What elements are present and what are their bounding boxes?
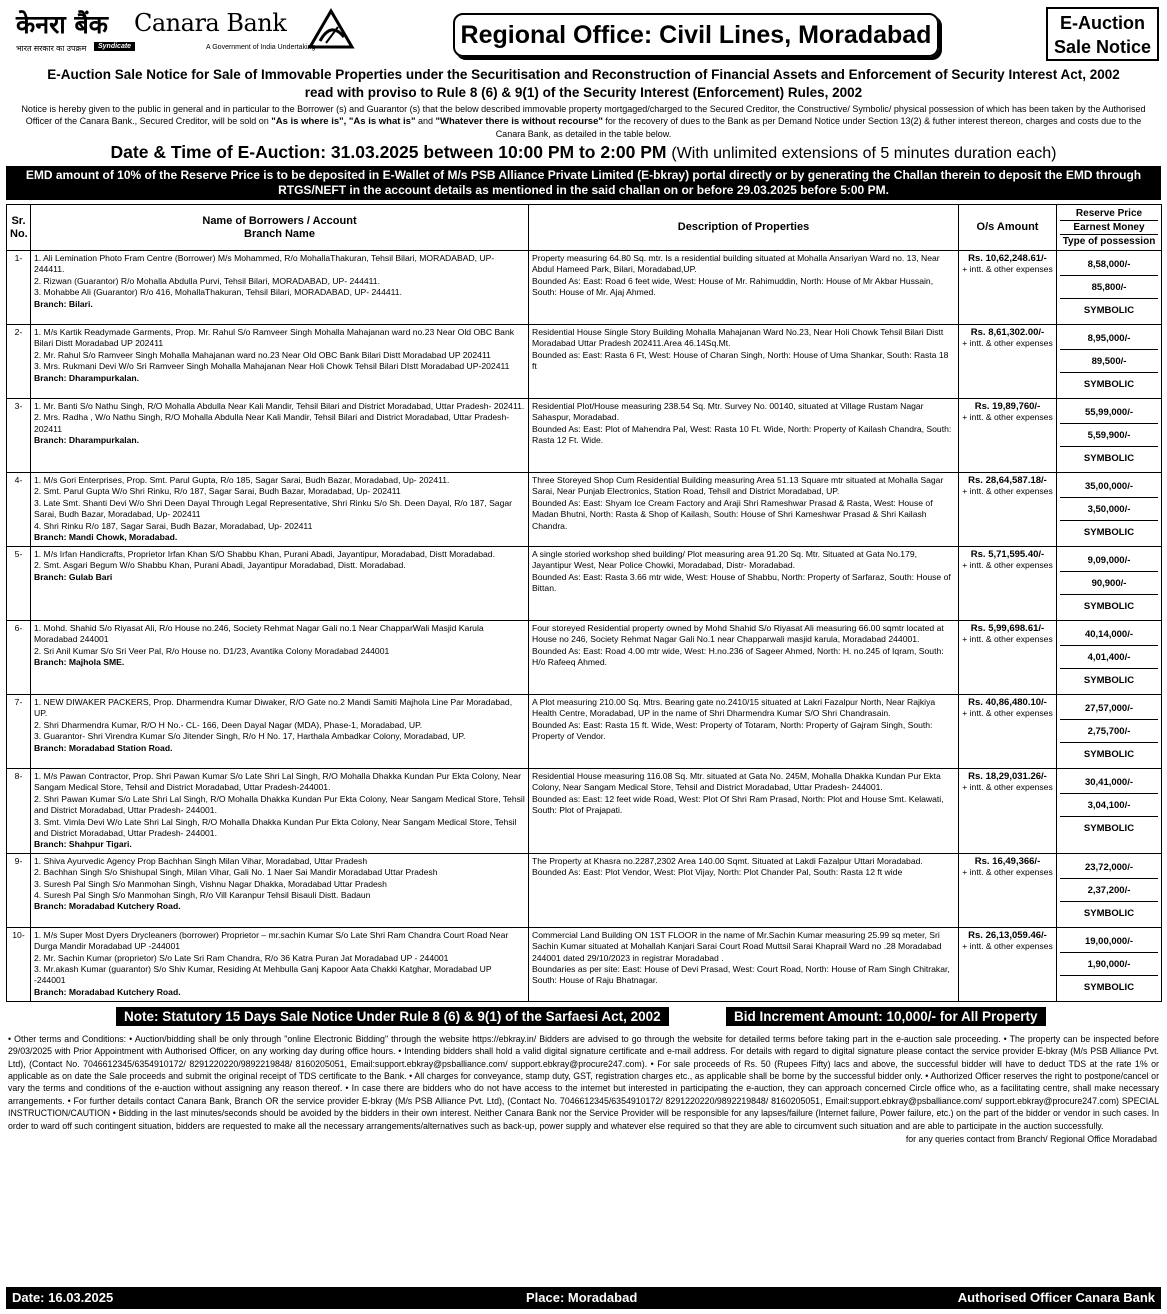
branch-name: Branch: Majhola SME. [34,657,125,668]
earnest-money: 1,90,000/- [1060,953,1158,976]
row-os-amount [959,769,1057,854]
branch-name: Branch: Mandi Chowk, Moradabad. [34,532,178,543]
row-os-amount [959,695,1057,769]
col-sr [7,205,31,251]
reserve-price: 9,09,000/- [1060,549,1158,572]
os-amount-extra: + intt. & other expenses [962,941,1053,952]
regional-office-title: Regional Office: Civil Lines, Moradabad [453,13,939,57]
emd-banner: EMD amount of 10% of the Reserve Price is to be deposited in E-Wallet of M/s PSB Alliance Private Limited (E-bkray) portal directly or by generating the Challan therein to deposit the EMD through RTGS/NEFT in the account details as mentioned in the said challan on or before 29.03.2025 before 5:00 PM. [6,166,1161,200]
earnest-money: 89,500/- [1060,350,1158,373]
col-borrowers [31,205,529,251]
borrower-line: 1. M/s Pawan Contractor, Prop. Shri Pawan Kumar S/o Late Shri Lal Singh, R/O Mohalla Dhakka Kundan Pur Ekta Colony, Near Sangam Medical Store, Tehsil and District Moradabad, Uttar Pradesh-244001. [34,771,522,793]
os-amount-extra: + intt. & other expenses [962,782,1053,793]
earnest-money: 4,01,400/- [1060,646,1158,669]
reserve-price: 8,58,000/- [1060,253,1158,276]
description-line: Bounded as: East: 12 feet wide Road, West: Plot Of Shri Ram Prasad, North: Plot and House Smt. Kelawati, South: Plot of Prajapati. [532,793,944,816]
e-auction-badge [1046,7,1159,61]
col-name-label-2: Branch Name [244,227,315,240]
auction-datetime [6,141,1161,165]
description-line: Residential House measuring 116.08 Sq. Mtr. situated at Gata No. 245M, Mohalla Dhakka Kundan Pur Ekta Colony, Near Sangam Medical Store, Tehsil and District Moradabad, Uttar Pradesh- 244001. [532,771,941,793]
description-line: Residential Plot/House measuring 238.54 Sq. Mtr. Survey No. 00140, situated at Village Rustam Nagar Sahaspur, Moradabad. [532,401,924,423]
reserve-cells [1060,475,1158,544]
logo-sub-english: A Government of India Undertaking [206,44,316,51]
description-line: Bounded as: East: Rasta 6 Ft, West: House of Charan Singh, North: House of Uma Shankar, South: Rasta 18 ft [532,349,949,372]
col-sr-label-1: Sr. [11,214,26,227]
notes-row [6,1005,1161,1033]
row-borrowers [31,853,529,927]
table-row [7,251,1162,325]
earnest-money: 2,75,700/- [1060,720,1158,743]
row-description [529,473,959,547]
query-contact: for any queries contact from Branch/ Regional Office Moradabad [905,1134,1157,1145]
row-sr: 1- [7,251,31,325]
table-row [7,399,1162,473]
row-os-amount [959,853,1057,927]
row-os-amount [959,473,1057,547]
borrower-line: 1. Mohd. Shahid S/o Riyasat Ali, R/o House no.246, Society Rehmat Nagar Gali no.1 Near ChapparWali Masjid Karula Moradabad 244001 [34,623,484,645]
borrower-line: 3. Guarantor- Shri Virendra Kumar S/o Jitender Singh, R/o H No. 17, Harthala Ambadkar Colony, Moradabad, UP. [34,731,466,742]
reserve-price: 19,00,000/- [1060,930,1158,953]
header [6,5,1161,63]
description-line: The Property at Khasra no.2287,2302 Area 140.00 Sqmt. Situated at Lakdi Fazalpur Uttari Moradabad. [532,855,923,866]
borrower-line: 3. Mrs. Rukmani Devi W/o Sri Ramveer Singh Mohalla Mahajanan Near Holi Chowk Tehsil Bilari DIstt Moradabad UP-202411 [34,361,510,372]
row-description [529,927,959,1001]
row-os-amount [959,399,1057,473]
badge-line-1: E-Auction [1060,13,1145,33]
os-amount-extra: + intt. & other expenses [962,708,1053,719]
row-reserve [1057,547,1162,621]
description-line: Bounded As: East: Shyam Ice Cream Factory and Araji Shri Rameshwar Prasad & Rasta, West: House of Madan Bhutni, North: Rasta & Shop of Kailash, South: House of Shri Kameshwar Prasad & Shri Kailash Chandra. [532,497,933,531]
reserve-cells [1060,856,1158,925]
row-reserve [1057,695,1162,769]
row-borrowers [31,325,529,399]
description-line: Three Storeyed Shop Cum Residential Building measuring Area 51.13 Square mtr situated at Mohalla Sagar Sarai, Near Punjab Electronics, Station Road, Tehsil and District Moradabad, UP. [532,475,944,497]
logo-syndicate: Syndicate [94,42,135,51]
branch-name: Branch: Dharampurkalan. [34,372,140,383]
description-line: Bounded As: East: Rasta 15 ft. Wide, West: Property of Totaram, North: Property of Gajram Singh, South: Property of Vendor. [532,719,933,742]
row-sr: 6- [7,621,31,695]
borrower-line: 1. Mr. Banti S/o Nathu Singh, R/O Mohalla Abdulla Near Kali Mandir, Tehsil Bilari and District Moradabad, Uttar Pradesh- 202411. [34,401,525,411]
row-borrowers [31,251,529,325]
auction-date: Date & Time of E-Auction: 31.03.2025 between 10:00 PM to 2:00 PM [110,142,667,162]
os-amount-value: Rs. 8,61,302.00/- [970,327,1045,338]
row-reserve [1057,769,1162,854]
branch-name: Branch: Moradabad Station Road. [34,742,173,753]
borrower-line: 1. NEW DIWAKER PACKERS, Prop. Dharmendra Kumar Diwaker, R/O Gate no.2 Mandi Samiti Majhola Line Par Moradabad, UP. [34,697,513,719]
table-header-row [7,205,1162,251]
borrower-line: 4. Suresh Pal Singh S/o Manmohan Singh, R/o Vill Karanpur Tehsil Bisauli Distt. Badaun [34,890,371,901]
row-reserve [1057,251,1162,325]
earnest-money: 90,900/- [1060,572,1158,595]
os-amount-value: Rs. 28,64,587.18/- [968,475,1047,486]
row-description [529,399,959,473]
reserve-cells [1060,771,1158,840]
notice-text-b: "As is where is", "As is what is" [271,116,416,127]
terms-and-conditions: • Other terms and Conditions: • Auction/bidding shall be only through "online Electronic Bidding" through the website https://ebkray.in/ Bidders are advised to go through the website for detailed terms before taking part in the e-auction sale proceeding. • The property can be inspected before 29/03/2025 with Prior Appointment with Authorised Officer, on any working day during office hours. • Intending bidders shall hold a valid digital signature certificate and e-mail address. For details with regard to digital signature please contact the service provider E-bkray (M/s PSB Alliance Pvt. Ltd), (Contact No. 7046612345/6354910172/ 8291220220/9892219848/ 8160205051, Email:support.ebkray@psballiance.com/ support.ebkray@procure247.com). • For sale proceeds of Rs. 50 (Rupees Fifty) lacs and above, the successful bidder will have to deduct TDS at the rate 1% or applicable as on date the Sale proceeds and submit the original receipt of TDS certificate to the Bank. • All charges for conveyance, stamp duty, GST, registration charges etc., as applicable shall be borne by the successful bidder only. • Authorized Officer reserves the right to postpone/cancel or vary the terms and conditions of the e-auction without assigning any reason thereof. • In case there are bidders who do not have access to the internet but interested in participating the e-auction, they can approach concerned Circle office who, as a facilitating centre, shall make necessary arrangements. • For further details contact Canara Bank, Branch OR the service provider E-bkray (M/s PSB Alliance Pvt. Ltd), (Contact No. 7046612345/6354910172/ 8291220220/9892219848/ 8160205051, Email:support.ebkray@psballiance.com/ support.ebkray@procure247.com) SPECIAL INSTRUCTION/CAUTION • Bidding in the last minutes/seconds should be avoided by the bidders in their own interest. Neither Canara Bank nor the Service Provider will be responsible for any lapses/failure (Internet failure, Power failure, etc.) on the part of the bidder or vendor in such cases. In order to ward off such contingent situation, bidders are requested to make all the necessary arrangements/alternatives such as back-up, power supply and whatever else required so that they are able to circumvent such situation and are able to participate in the auction successfully. [8,1033,1159,1131]
description-line: Bounded As: East: Rasta 3.66 mtr wide, West: House of Shabbu, North: Property of Sarfaraz, South: House of Bittan. [532,571,951,594]
table-row [7,473,1162,547]
borrower-line: 1. M/s Super Most Dyers Drycleaners (borrower) Proprietor – mr.sachin Kumar S/o Late Shri Ram Chandra Court Road Near Durga Mandir Moradabad UP -244001 [34,929,509,952]
row-reserve [1057,853,1162,927]
row-sr: 9- [7,853,31,927]
os-amount-value: Rs. 18,29,031.26/- [968,771,1047,782]
logo-hindi: केनरा बैंक [16,10,108,39]
borrower-line: 2. Mr. Sachin Kumar (proprietor) S/o Late Sri Ram Chandra, R/o 36 Katra Puran Jat Moradabad UP - 244001 [34,952,449,963]
borrower-line: 2. Shri Dharmendra Kumar, R/O H No.- CL- 166, Deen Dayal Nagar (MDA), Phase-1, Moradabad, UP. [34,719,423,730]
logo-sub-hindi: भारत सरकार का उपक्रम [16,44,87,53]
row-description [529,251,959,325]
row-os-amount [959,547,1057,621]
row-borrowers [31,769,529,854]
col-reserve [1057,205,1162,251]
title-line-2: read with proviso to Rule 8 (6) & 9(1) of the Security Interest (Enforcement) Rules, 2002 [304,85,863,100]
os-amount-extra: + intt. & other expenses [962,412,1053,423]
branch-name: Branch: Moradabad Kutchery Road. [34,901,181,912]
reserve-cells [1060,623,1158,692]
footer-officer: Authorised Officer Canara Bank [957,1290,1155,1305]
possession-type: SYMBOLIC [1083,527,1135,538]
notice-paragraph [6,102,1161,141]
row-borrowers [31,927,529,1001]
reserve-price: 55,99,000/- [1060,401,1158,424]
os-amount-value: Rs. 10,62,248.61/- [968,253,1047,264]
row-description [529,325,959,399]
reserve-price: 23,72,000/- [1060,856,1158,879]
row-description [529,695,959,769]
auction-extension: (With unlimited extensions of 5 minutes duration each) [671,145,1057,162]
os-amount-extra: + intt. & other expenses [962,264,1053,275]
row-sr: 4- [7,473,31,547]
reserve-price: 30,41,000/- [1060,771,1158,794]
notice-text-a: Notice is hereby given to the public in general and in particular to the Borrower (s) and Guarantor (s) that the below described immovable property mortgaged/charged to the Secured Creditor, the Constructive/ Symbolic/ physical possession of which has been taken by the Authorised Officer of the Canara Bank., Secured Creditor, will be sold on [21,104,1146,126]
possession-type: SYMBOLIC [1083,981,1135,993]
possession-type: SYMBOLIC [1083,675,1135,686]
col-description: Description of Properties [529,205,959,251]
row-description [529,769,959,854]
possession-type: SYMBOLIC [1083,305,1135,316]
possession-type: SYMBOLIC [1083,379,1135,390]
description-line: A Plot measuring 210.00 Sq. Mtrs. Bearing gate no.2410/15 situated at Lakri Fazalpur North, Near Rajkiya Health Centre, Moradabad, UP in the name of Shri Dharmendra Kumar S/O Shri Chandrasain. [532,697,936,719]
possession-type: SYMBOLIC [1083,749,1135,760]
table-row [7,621,1162,695]
canara-bank-logo [16,7,361,59]
os-amount-extra: + intt. & other expenses [962,560,1053,571]
description-line: Bounded As: East: Plot Vendor, West: Plot Vijay, North: Plot Chander Pal, South: Rasta 12 ft wide [532,867,903,878]
borrower-line: 2. Mr. Rahul S/o Ramveer Singh Mohalla Mahajanan ward no.23 Near Old OBC Bank Bilari Distt Moradabad UP 202411 [34,349,491,360]
reserve-cells [1060,930,1158,999]
borrower-line: 1. Ali Lemination Photo Fram Centre (Borrower) M/s Mohammed, R/o MohallaThakuran, Tehsil Bilari, MORADABAD, UP- 244411. [34,253,495,275]
borrower-line: 2. Shri Pawan Kumar S/o Late Shri Lal Singh, R/O Mohalla Dhakka Kundan Pur Ekta Colony, Near Sangam Medical Store, Tehsil and District Moradabad, Uttar Pradesh- 244001. [34,793,525,816]
borrower-line: 3. Mr.akash Kumar (guarantor) S/o Shiv Kumar, Residing At Mehbulla Ganj Kapoor Aata Chakki Katghar, Moradabad UP -244001 [34,964,492,986]
row-sr: 3- [7,399,31,473]
row-reserve [1057,473,1162,547]
possession-type: SYMBOLIC [1083,823,1135,834]
table-row [7,325,1162,399]
footer-bar [6,1287,1161,1309]
row-borrowers [31,399,529,473]
branch-name: Branch: Gulab Bari [34,571,113,582]
canara-emblem-icon [306,7,356,51]
description-line: Bounded As: East: Road 4.00 mtr wide, West: H.no.236 of Sageer Ahmed, North: H. no.245 of Iqram, South: H/o Rafeeq Ahmed. [532,645,944,668]
reserve-cells [1060,401,1158,470]
row-sr: 8- [7,769,31,854]
description-line: Property measuring 64.80 Sq. mtr. Is a residential building situated at Mohalla Ansariyan Ward no. 13, Near Abdul Hameed Park, Bilari, Moradabad,UP. [532,253,940,275]
earnest-money: 5,59,900/- [1060,424,1158,447]
row-reserve [1057,325,1162,399]
notice-text-e: for the recovery of dues to the Bank as per Demand Notice under Section 13(2) & futher interest thereon, charges and costs due to the Canara Bank, as detailed in the table below. [495,116,1142,139]
borrower-line: 2. Rizwan (Guarantor) R/o Mohalla Abdulla Purvi, Tehsil Bilari, MORADABAD, UP- 244411. [34,275,380,286]
row-sr: 5- [7,547,31,621]
description-line: Bounded As: East: Road 6 feet wide, West: House of Mr. Rahimuddin, North: House of Mr Akbar Hussain, South: House of Mr. Ajaj Ahmed. [532,275,934,298]
earnest-money: 3,04,100/- [1060,794,1158,817]
row-borrowers [31,695,529,769]
branch-name: Branch: Moradabad Kutchery Road. [34,986,181,997]
reserve-price: 40,14,000/- [1060,623,1158,646]
notice-text-c: and [415,116,436,126]
os-amount-extra: + intt. & other expenses [962,634,1053,645]
row-sr: 2- [7,325,31,399]
col-possession: Type of possession [1062,236,1156,247]
branch-name: Branch: Dharampurkalan. [34,435,140,446]
reserve-cells [1060,253,1158,322]
row-reserve [1057,399,1162,473]
os-amount-value: Rs. 5,99,698.61/- [970,623,1045,634]
borrower-line: 3. Mohabbe Ali (Guarantor) R/o 416, MohallaThakuran, Tehsil Bilari, MORADABAD, UP- 244411. [34,287,402,298]
borrower-line: 3. Smt. Vimla Devi W/o Late Shri Lal Singh, R/O Mohalla Dhakka Kundan Pur Ekta Colony, Near Sangam Medical Store, Tehsil and District Moradabad, Uttar Pradesh- 244001. [34,816,517,839]
borrower-line: 3. Late Smt. Shanti Devi W/o Shri Deen Dayal Through Legal Representative, Shri Rinku S/o Sh. Deen Dayal, R/o 187, Sagar Sarai, Budh Bazar, Moradabad, Up- 202411 [34,497,513,520]
row-reserve [1057,621,1162,695]
row-sr: 7- [7,695,31,769]
branch-name: Branch: Bilari. [34,298,93,309]
table-row [7,547,1162,621]
row-description [529,621,959,695]
table-row [7,695,1162,769]
row-reserve [1057,927,1162,1001]
row-os-amount [959,927,1057,1001]
notice-text-d: "Whatever there is without recourse" [435,116,603,127]
description-line: Residential House Single Story Building Mohalla Mahajanan Ward No.23, Near Holi Chowk Tehsil Bilari Distt Moradabad Uttar Pradesh 202411.Area 46.14Sq.Mt. [532,327,944,349]
row-description [529,547,959,621]
description-line: A single storied workshop shed building/ Plot measuring area 91.20 Sq. Mtr. Situated at Gata No.179, Jayantipur West, Near Police Chowki, Moradabad, Distr- Moradabad. [532,549,918,571]
description-line: Four storeyed Residential property owned by Mohd Shahid S/o Riyasat Ali measuring 66.00 sqmtr located at House no 246, Society Rehmat Nagar Gali No.1 near Chapparwali masjid karula, Moradabad 244001. [532,623,944,645]
os-amount-extra: + intt. & other expenses [962,867,1053,878]
borrower-line: 1. M/s Irfan Handicrafts, Proprietor Irfan Khan S/O Shabbu Khan, Purani Abadi, Jayantipur, Moradabad, Distt Moradabad. [34,549,495,559]
branch-name: Branch: Shahpur Tigari. [34,839,132,850]
row-os-amount [959,621,1057,695]
borrower-line: 1. M/s Kartik Readymade Garments, Prop. Mr. Rahul S/o Ramveer Singh Mohalla Mahajanan ward no.23 Near Old OBC Bank Bilari Distt Moradabad UP 202411 [34,327,515,349]
logo-english: Canara Bank [134,9,287,37]
borrower-line: 1. Shiva Ayurvedic Agency Prop Bachhan Singh Milan Vihar, Moradabad, Uttar Pradesh [34,855,368,866]
os-amount-value: Rs. 16,49,366/- [974,855,1041,867]
col-sr-label-2: No. [10,227,28,240]
table-row [7,853,1162,927]
borrower-line: 2. Bachhan Singh S/o Shishupal Singh, Milan Vihar, Gali No. 1 Naer Sai Mandir Moradabad Uttar Pradesh [34,867,438,878]
borrower-line: 2. Sri Anil Kumar S/o Sri Veer Pal, R/o House no. D1/23, Avantika Colony Moradabad 244001 [34,645,390,656]
reserve-cells [1060,327,1158,396]
description-line: Commercial Land Building ON 1ST FLOOR in the name of Mr.Sachin Kumar measuring 25.99 sq meter, Sri Sachin Kumar situated at Mohallah Kanjari Sarai Court Road Muttsil Sarai Khaprail Ward no .28 Moradabad 244001 dated 29/10/2023 in registrar Moradabad . [532,929,942,963]
reserve-cells [1060,549,1158,618]
table-body [7,251,1162,1002]
row-description [529,853,959,927]
possession-type: SYMBOLIC [1083,453,1135,464]
earnest-money: 85,800/- [1060,276,1158,299]
os-amount-value: Rs. 19,89,760/- [974,401,1041,412]
borrower-line: 4. Shri Rinku R/o 187, Sagar Sarai, Budh Bazar, Moradabad, Up- 202411 [34,520,313,531]
possession-type: SYMBOLIC [1083,907,1135,919]
reserve-price: 8,95,000/- [1060,327,1158,350]
reserve-cells [1060,697,1158,766]
col-os-amount: O/s Amount [959,205,1057,251]
col-earnest-money: Earnest Money [1060,221,1158,235]
statutory-note: Note: Statutory 15 Days Sale Notice Under Rule 8 (6) & 9(1) of the Sarfaesi Act, 2002 [116,1007,669,1026]
os-amount-extra: + intt. & other expenses [962,338,1053,349]
row-os-amount [959,325,1057,399]
properties-table [6,204,1162,1002]
reserve-price: 27,57,000/- [1060,697,1158,720]
os-amount-extra: + intt. & other expenses [962,486,1053,497]
table-row [7,769,1162,854]
borrower-line: 1. M/s Gori Enterprises, Prop. Smt. Parul Gupta, R/o 185, Sagar Sarai, Budh Bazar, Moradabad, Up- 202411. [34,475,450,485]
row-sr: 10- [7,927,31,1001]
row-os-amount [959,251,1057,325]
notice-title [6,66,1161,102]
notice-page [6,5,1161,1309]
footer-date: Date: 16.03.2025 [12,1290,114,1305]
borrower-line: 3. Suresh Pal Singh S/o Manmohan Singh, Vishnu Nagar Dhakka, Moradabad Uttar Pradesh [34,878,387,889]
borrower-line: 2. Mrs. Radha , W/o Nathu Singh, R/O Mohalla Abdulla Near Kali Mandir, Tehsil Bilari and District Moradabad, Uttar Pradesh- 202411 [34,412,510,434]
reserve-price: 35,00,000/- [1060,475,1158,498]
possession-type: SYMBOLIC [1083,601,1135,612]
row-borrowers [31,547,529,621]
os-amount-value: Rs. 5,71,595.40/- [970,549,1045,560]
row-borrowers [31,473,529,547]
badge-line-2: Sale Notice [1053,37,1152,57]
row-borrowers [31,621,529,695]
col-name-label-1: Name of Borrowers / Account [202,214,357,227]
os-amount-value: Rs. 26,13,059.46/- [968,929,1047,941]
title-line-1: E-Auction Sale Notice for Sale of Immovable Properties under the Securitisation and Reconstruction of Financial Assets and Enforcement of Security Interest Act, 2002 [47,67,1120,82]
footer-place: Place: Moradabad [526,1290,638,1305]
description-line: Boundaries as per site: East: House of Devi Prasad, West: Court Road, North: House of Ram Singh Chitrakar, South: House of Raju Bhatnagar. [532,964,950,986]
description-line: Bounded As: East: Plot of Mahendra Pal, West: Rasta 10 Ft. Wide, North: Property of Kailash Chandra, South: Rasta 12 Ft. Wide. [532,423,952,446]
earnest-money: 2,37,200/- [1060,879,1158,902]
earnest-money: 3,50,000/- [1060,498,1158,521]
table-row [7,927,1162,1001]
borrower-line: 2. Smt. Asgari Begum W/o Shabbu Khan, Purani Abadi, Jayantipur Moradabad, Distt. Moradabad. [34,560,406,571]
col-reserve-price: Reserve Price [1060,207,1158,221]
borrower-line: 2. Smt. Parul Gupta W/o Shri Rinku, R/o 187, Sagar Sarai, Budh Bazar, Moradabad, Up- 202411 [34,486,401,497]
bid-increment-note: Bid Increment Amount: 10,000/- for All Property [726,1007,1046,1026]
os-amount-value: Rs. 40,86,480.10/- [968,697,1047,708]
